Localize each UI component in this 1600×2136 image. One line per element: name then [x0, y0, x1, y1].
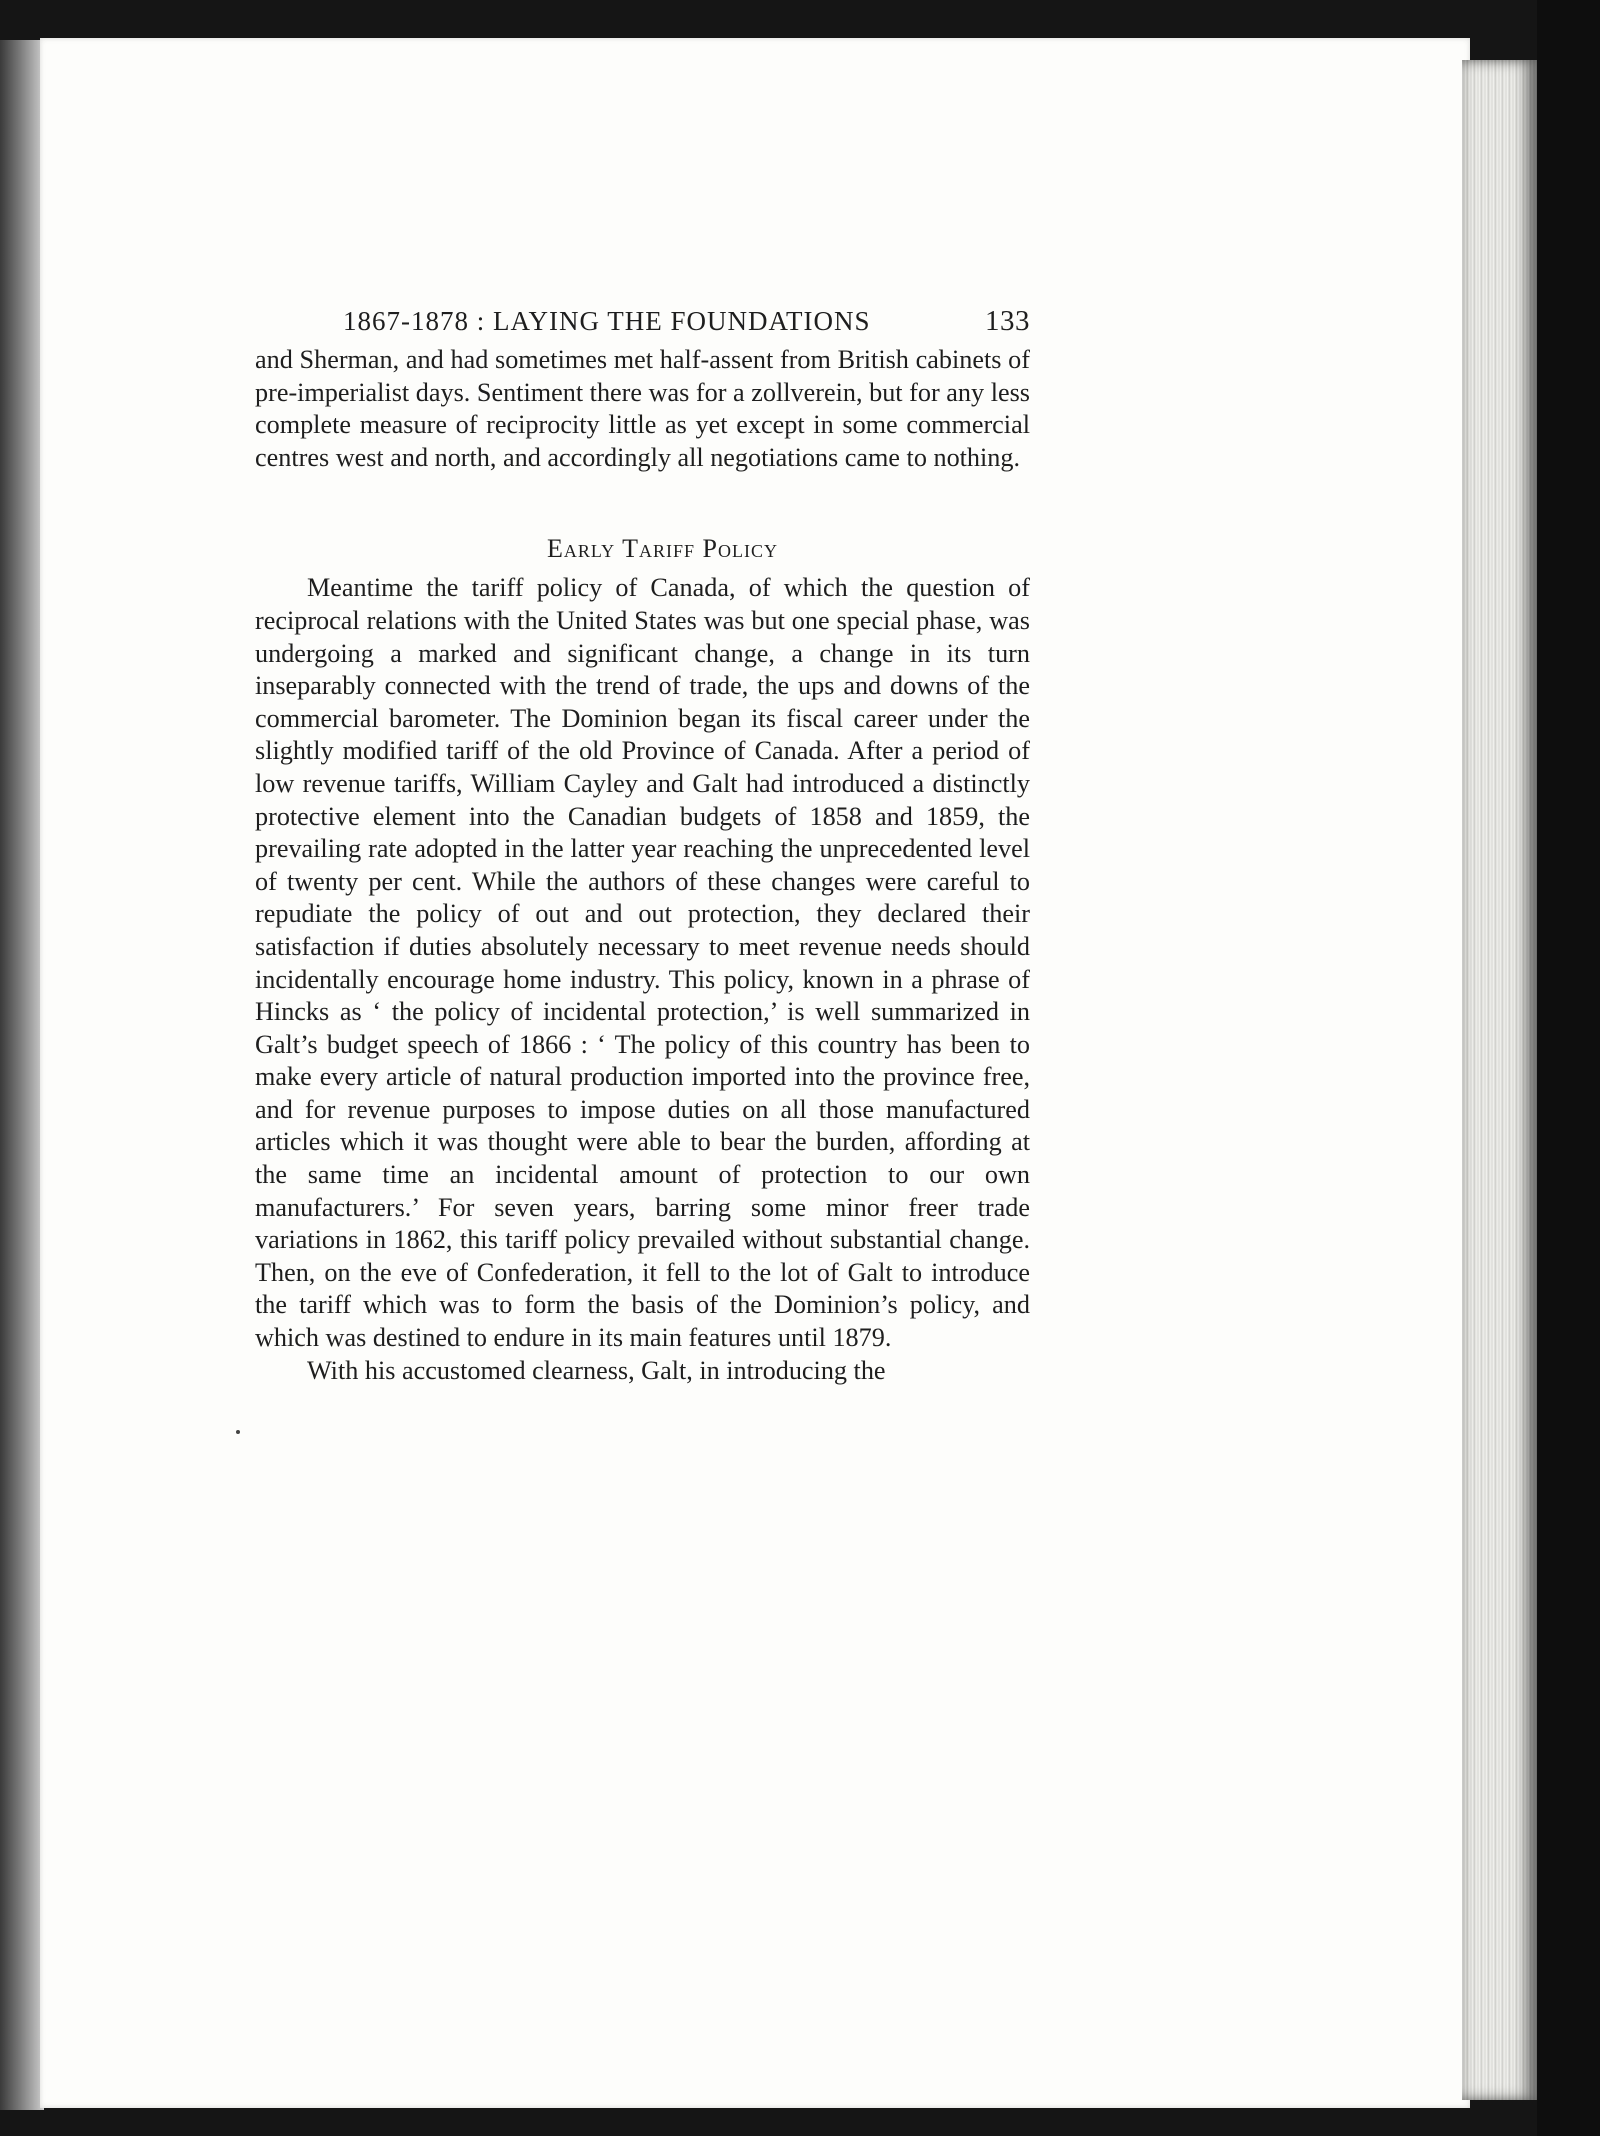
running-head: [255, 305, 1030, 338]
section-heading: Early Tariff Policy: [547, 534, 778, 564]
opening-paragraph: and Sherman, and had sometimes met half-assent from British cabinets of pre-imperialist days. Sentiment there was for a zollverein, but for any less complete measure of reciprocity little as yet except in some commercial centres west and north, and accordingly all negotiations came to nothing.: [255, 345, 1030, 472]
page-fore-edge: [1462, 60, 1537, 2100]
scan-background: [1537, 0, 1600, 2136]
closing-paragraph-fragment: With his accustomed clearness, Galt, in introducing the: [307, 1355, 886, 1385]
previous-page-edge: [0, 40, 44, 2110]
scan-speck: [236, 1430, 240, 1434]
page-text-block: [255, 305, 1030, 1387]
body-paragraph: Meantime the tariff policy of Canada, of which the question of reciprocal relations with the United States was but one special phase, was undergoing a marked and significant change, a change in its turn inseparably connected with the trend of trade, the ups and downs of the commercial barometer. The Dominion began its fiscal career under the slightly modified tariff of the old Province of Canada. After a period of low revenue tariffs, William Cayley and Galt had introduced a distinctly protective element into the Canadian budgets of 1858 and 1859, the prevailing rate adopted in the latter year reaching the unprecedented level of twenty per cent. While the authors of these changes were careful to repudiate the policy of out and out protection, they declared their satisfaction if duties absolutely necessary to meet revenue needs should incidentally encourage home industry. This policy, known in a phrase of Hincks as ‘ the policy of incidental protection,’ is well summarized in Galt’s budget speech of 1866 : ‘ The policy of this country has been to make every article of natural production imported into the province free, and for revenue purposes to impose duties on all those manufactured articles which it was thought were able to bear the burden, affording at the same time an incidental amount of protection to our own manufacturers.’ For seven years, barring some minor freer trade variations in 1862, this tariff policy prevailed without substantial change. Then, on the eve of Confederation, it fell to the lot of Galt to introduce the tariff which was to form the basis of the Dominion’s policy, and which was destined to endure in its main features until 1879.: [255, 573, 1030, 1353]
running-head-title: 1867-1878 : LAYING THE FOUNDATIONS: [343, 306, 871, 336]
page-number: 133: [985, 305, 1030, 337]
